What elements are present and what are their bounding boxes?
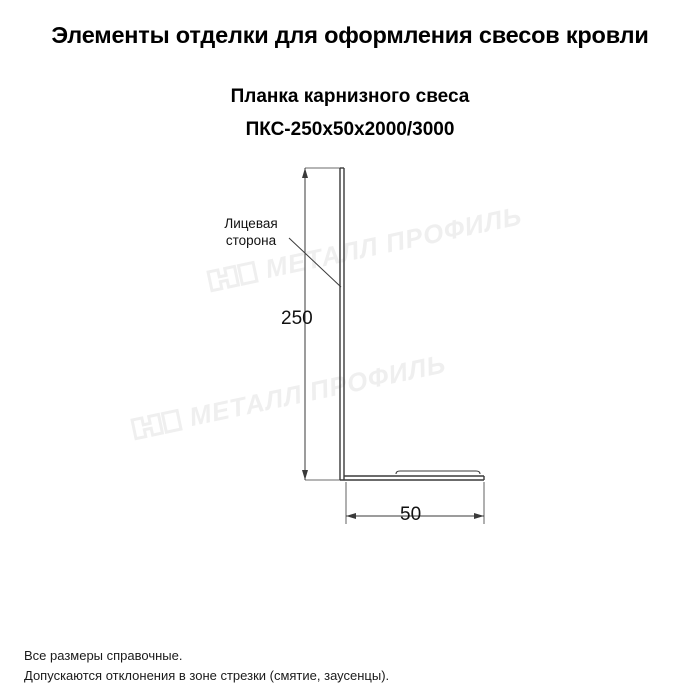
product-code: ПКС-250х50х2000/3000: [245, 119, 455, 140]
face-side-label: [209, 215, 293, 249]
watermark-text: МЕТАЛЛ ПРОФИЛЬ: [186, 348, 449, 433]
watermark-text: МЕТАЛЛ ПРОФИЛЬ: [262, 200, 525, 285]
product-name: Планка карнизного свеса: [230, 86, 470, 107]
face-side-leader: [289, 238, 341, 287]
page-title: Элементы отделки для оформления свесов кровли: [51, 22, 649, 48]
profile-outline: [340, 168, 484, 480]
face-side-label-line1: Лицевая: [224, 216, 278, 231]
dimension-width-value: 50: [400, 504, 422, 525]
note-dimensions-reference: Все размеры справочные.: [24, 648, 183, 663]
face-side-label-line2: сторона: [225, 233, 277, 248]
note-tolerances: Допускаются отклонения в зоне стрезки (смятие, заусенцы).: [24, 668, 390, 683]
dimension-height-value: 250: [281, 308, 313, 329]
